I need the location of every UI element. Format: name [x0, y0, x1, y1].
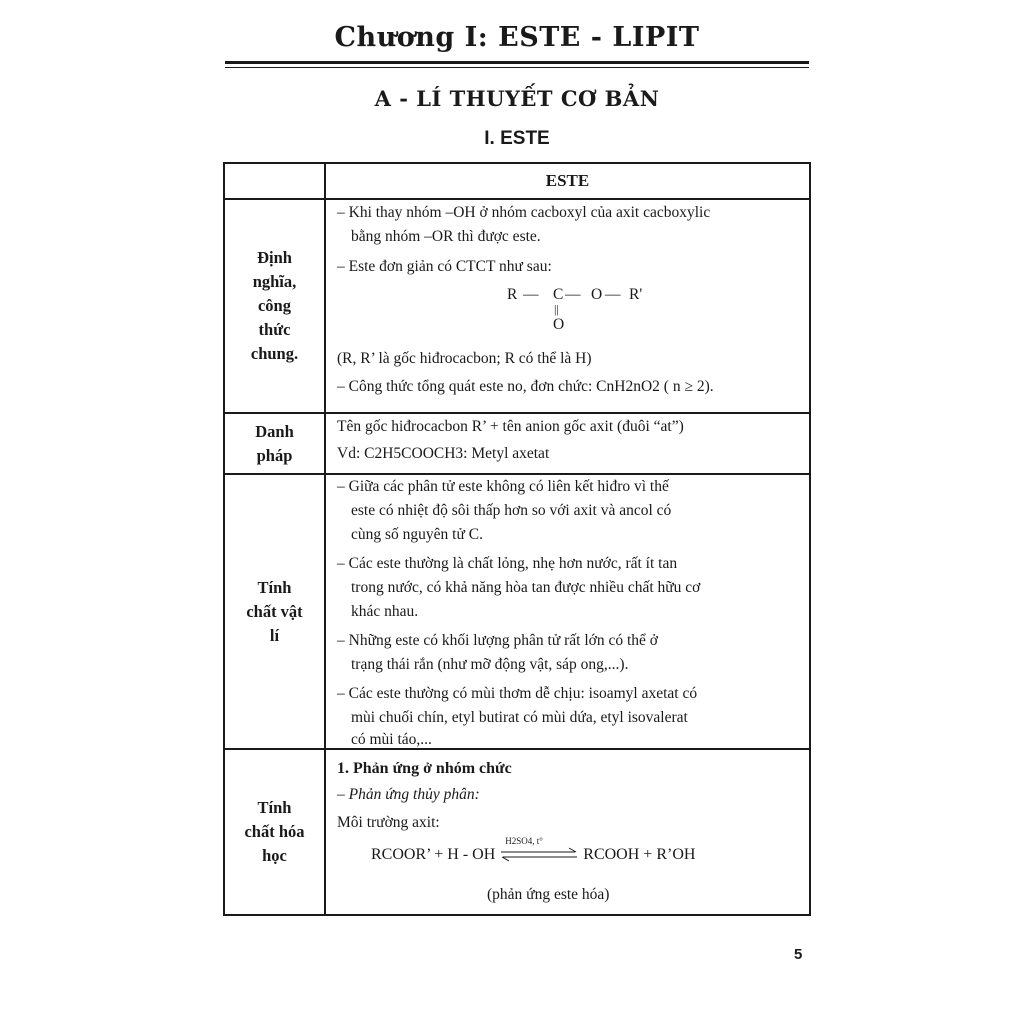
formula-o-carbonyl: O	[553, 316, 565, 333]
text-line: este có nhiệt độ sôi thấp hơn so với axit và ancol có	[351, 502, 672, 519]
formula-double-bond: ||	[554, 302, 559, 316]
text-line: – Este đơn giản có CTCT như sau:	[337, 258, 552, 275]
reaction-subheading: – Phản ứng thủy phân:	[337, 786, 480, 803]
formula-bond: —	[523, 286, 539, 303]
page-number: 5	[794, 946, 803, 963]
formula-c: C	[553, 286, 564, 303]
row-content-nomenclature	[337, 414, 799, 473]
row-content-chemical-properties	[337, 750, 799, 914]
ester-structural-formula	[507, 286, 707, 346]
text-line: có mùi táo,...	[351, 731, 432, 748]
text-line: – Công thức tổng quát este no, đơn chức: CnH2nO2 ( n ≥ 2).	[337, 378, 714, 395]
column-header: ESTE	[545, 171, 590, 190]
text-line: bằng nhóm –OR thì được este.	[351, 228, 541, 245]
formula-bond: —	[605, 286, 621, 303]
reaction-equation	[371, 836, 799, 864]
reaction-reactants: RCOOR’ + H - OH	[371, 846, 496, 863]
label-line: pháp	[256, 445, 293, 465]
text-line: – Các este thường có mùi thơm dễ chịu: isoamyl axetat có	[337, 685, 698, 702]
label-line: lí	[269, 625, 280, 645]
text-line: trong nước, có khả năng hòa tan được nhiều chất hữu cơ	[351, 579, 701, 596]
label-line: công	[257, 296, 291, 315]
text-line: trạng thái rắn (như mỡ động vật, sáp ong,...).	[351, 656, 629, 673]
chapter-title: Chương I: ESTE - LIPIT	[334, 22, 700, 53]
formula-r: R	[507, 286, 518, 303]
label-line: Định	[257, 248, 292, 267]
text-line: Vd: C2H5COOCH3: Metyl axetat	[337, 445, 550, 462]
label-line: chung.	[250, 344, 299, 363]
text-line: Tên gốc hiđrocacbon R’ + tên anion gốc axit (đuôi “at”)	[337, 418, 684, 435]
label-line: Danh	[255, 421, 294, 441]
reaction-condition: H2SO4, t°	[505, 836, 543, 847]
label-line: Tính	[257, 577, 292, 597]
row-label-chemical-properties	[225, 750, 324, 914]
title-rule-thick	[225, 61, 809, 64]
row-content-physical-properties	[337, 475, 799, 748]
section-title: A - LÍ THUYẾT CƠ BẢN	[374, 86, 660, 111]
label-line: chất hóa	[244, 822, 305, 841]
row-label-nomenclature	[225, 414, 324, 473]
equilibrium-arrow-icon	[499, 846, 579, 864]
reaction-note: (phản ứng este hóa)	[487, 886, 610, 903]
reaction-products: RCOOH + R’OH	[583, 846, 696, 863]
label-line: thức	[258, 320, 291, 339]
row-label-physical-properties	[225, 475, 324, 748]
equilibrium-arrow	[499, 836, 579, 864]
text-line: khác nhau.	[351, 603, 419, 620]
title-rule-thin	[225, 67, 809, 68]
label-line: chất vật	[246, 601, 303, 621]
este-table	[223, 162, 811, 916]
text-line: mùi chuối chín, etyl butirat có mùi dứa, etyl isovalerat	[351, 709, 688, 726]
sub-title: I. ESTE	[484, 128, 550, 149]
formula-bond: —	[565, 286, 581, 303]
text-line: – Những este có khối lượng phân tử rất lớn có thể ở	[337, 632, 658, 649]
column-divider	[324, 164, 326, 914]
label-line: Tính	[257, 798, 292, 817]
row-label-definition	[225, 200, 324, 412]
text-line: cùng số nguyên tử C.	[351, 526, 483, 543]
text-line: – Giữa các phân tử este không có liên kết hiđro vì thế	[337, 478, 669, 495]
formula-o: O	[591, 286, 603, 303]
text-line: – Các este thường là chất lỏng, nhẹ hơn nước, rất ít tan	[337, 555, 678, 572]
label-line: học	[262, 846, 287, 865]
label-line: nghĩa,	[252, 272, 297, 291]
reaction-heading: 1. Phản ứng ở nhóm chức	[337, 760, 512, 777]
text-line: – Khi thay nhóm –OH ở nhóm cacboxyl của axit cacboxylic	[337, 204, 711, 221]
text-line: (R, R’ là gốc hiđrocacbon; R có thể là H)	[337, 350, 592, 367]
row-content-definition	[337, 200, 799, 412]
reaction-medium: Môi trường axit:	[337, 814, 440, 831]
formula-r-prime: R'	[629, 286, 643, 303]
